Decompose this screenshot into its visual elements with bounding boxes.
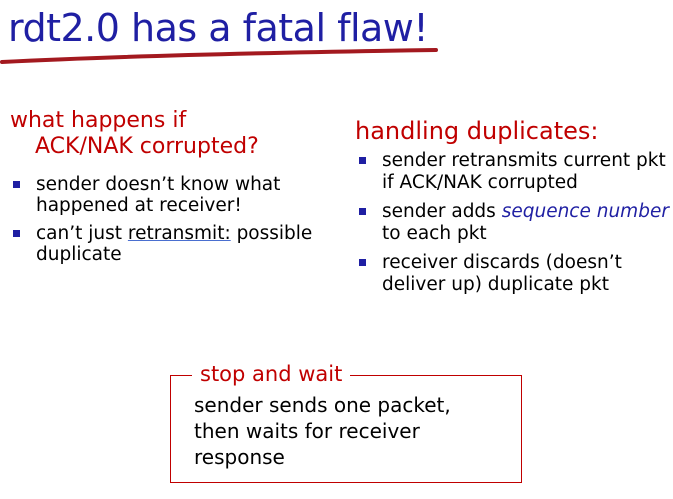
stop-and-wait-body [194,392,514,470]
slide-title: rdt2.0 has a fatal flaw! [8,6,429,50]
stop-and-wait-title: stop and wait [192,361,350,387]
left-heading-line2: ACK/NAK corrupted? [35,134,259,159]
left-heading [10,108,259,160]
box-line-1: sender sends one packet, [194,393,451,417]
left-bullet-2-prefix: can’t just [36,223,128,244]
bullet-square-icon [359,157,366,164]
right-heading: handling duplicates: [355,117,599,145]
list-item [12,174,342,216]
list-item [358,252,670,296]
right-bullet-2-suffix: to each pkt [382,223,487,244]
retransmit-word: retransmit: [127,223,231,244]
right-bullet-1-text: sender retransmits current pkt if ACK/NAK corrupted [382,150,666,193]
list-item [358,201,670,245]
bullet-square-icon [359,208,366,215]
right-bullet-3-text: receiver discards (doesn’t deliver up) duplicate pkt [382,252,622,295]
left-heading-line1: what happens if [10,108,187,133]
list-item [358,150,670,194]
list-item [12,223,342,265]
title-underline [0,44,440,68]
left-bullet-2-suffix: possible duplicate [36,223,313,265]
right-bullet-list [358,150,670,303]
box-line-2: then waits for receiver [194,419,420,443]
title-underline-stroke [2,50,436,62]
left-bullet-1-text: sender doesn’t know what happened at receiver! [36,174,281,216]
box-line-3: response [194,445,285,469]
bullet-square-icon [13,230,20,237]
right-bullet-2-prefix: sender adds [382,201,502,222]
sequence-number-term: sequence number [501,201,669,222]
left-bullet-list [12,174,342,272]
bullet-square-icon [13,181,20,188]
bullet-square-icon [359,259,366,266]
